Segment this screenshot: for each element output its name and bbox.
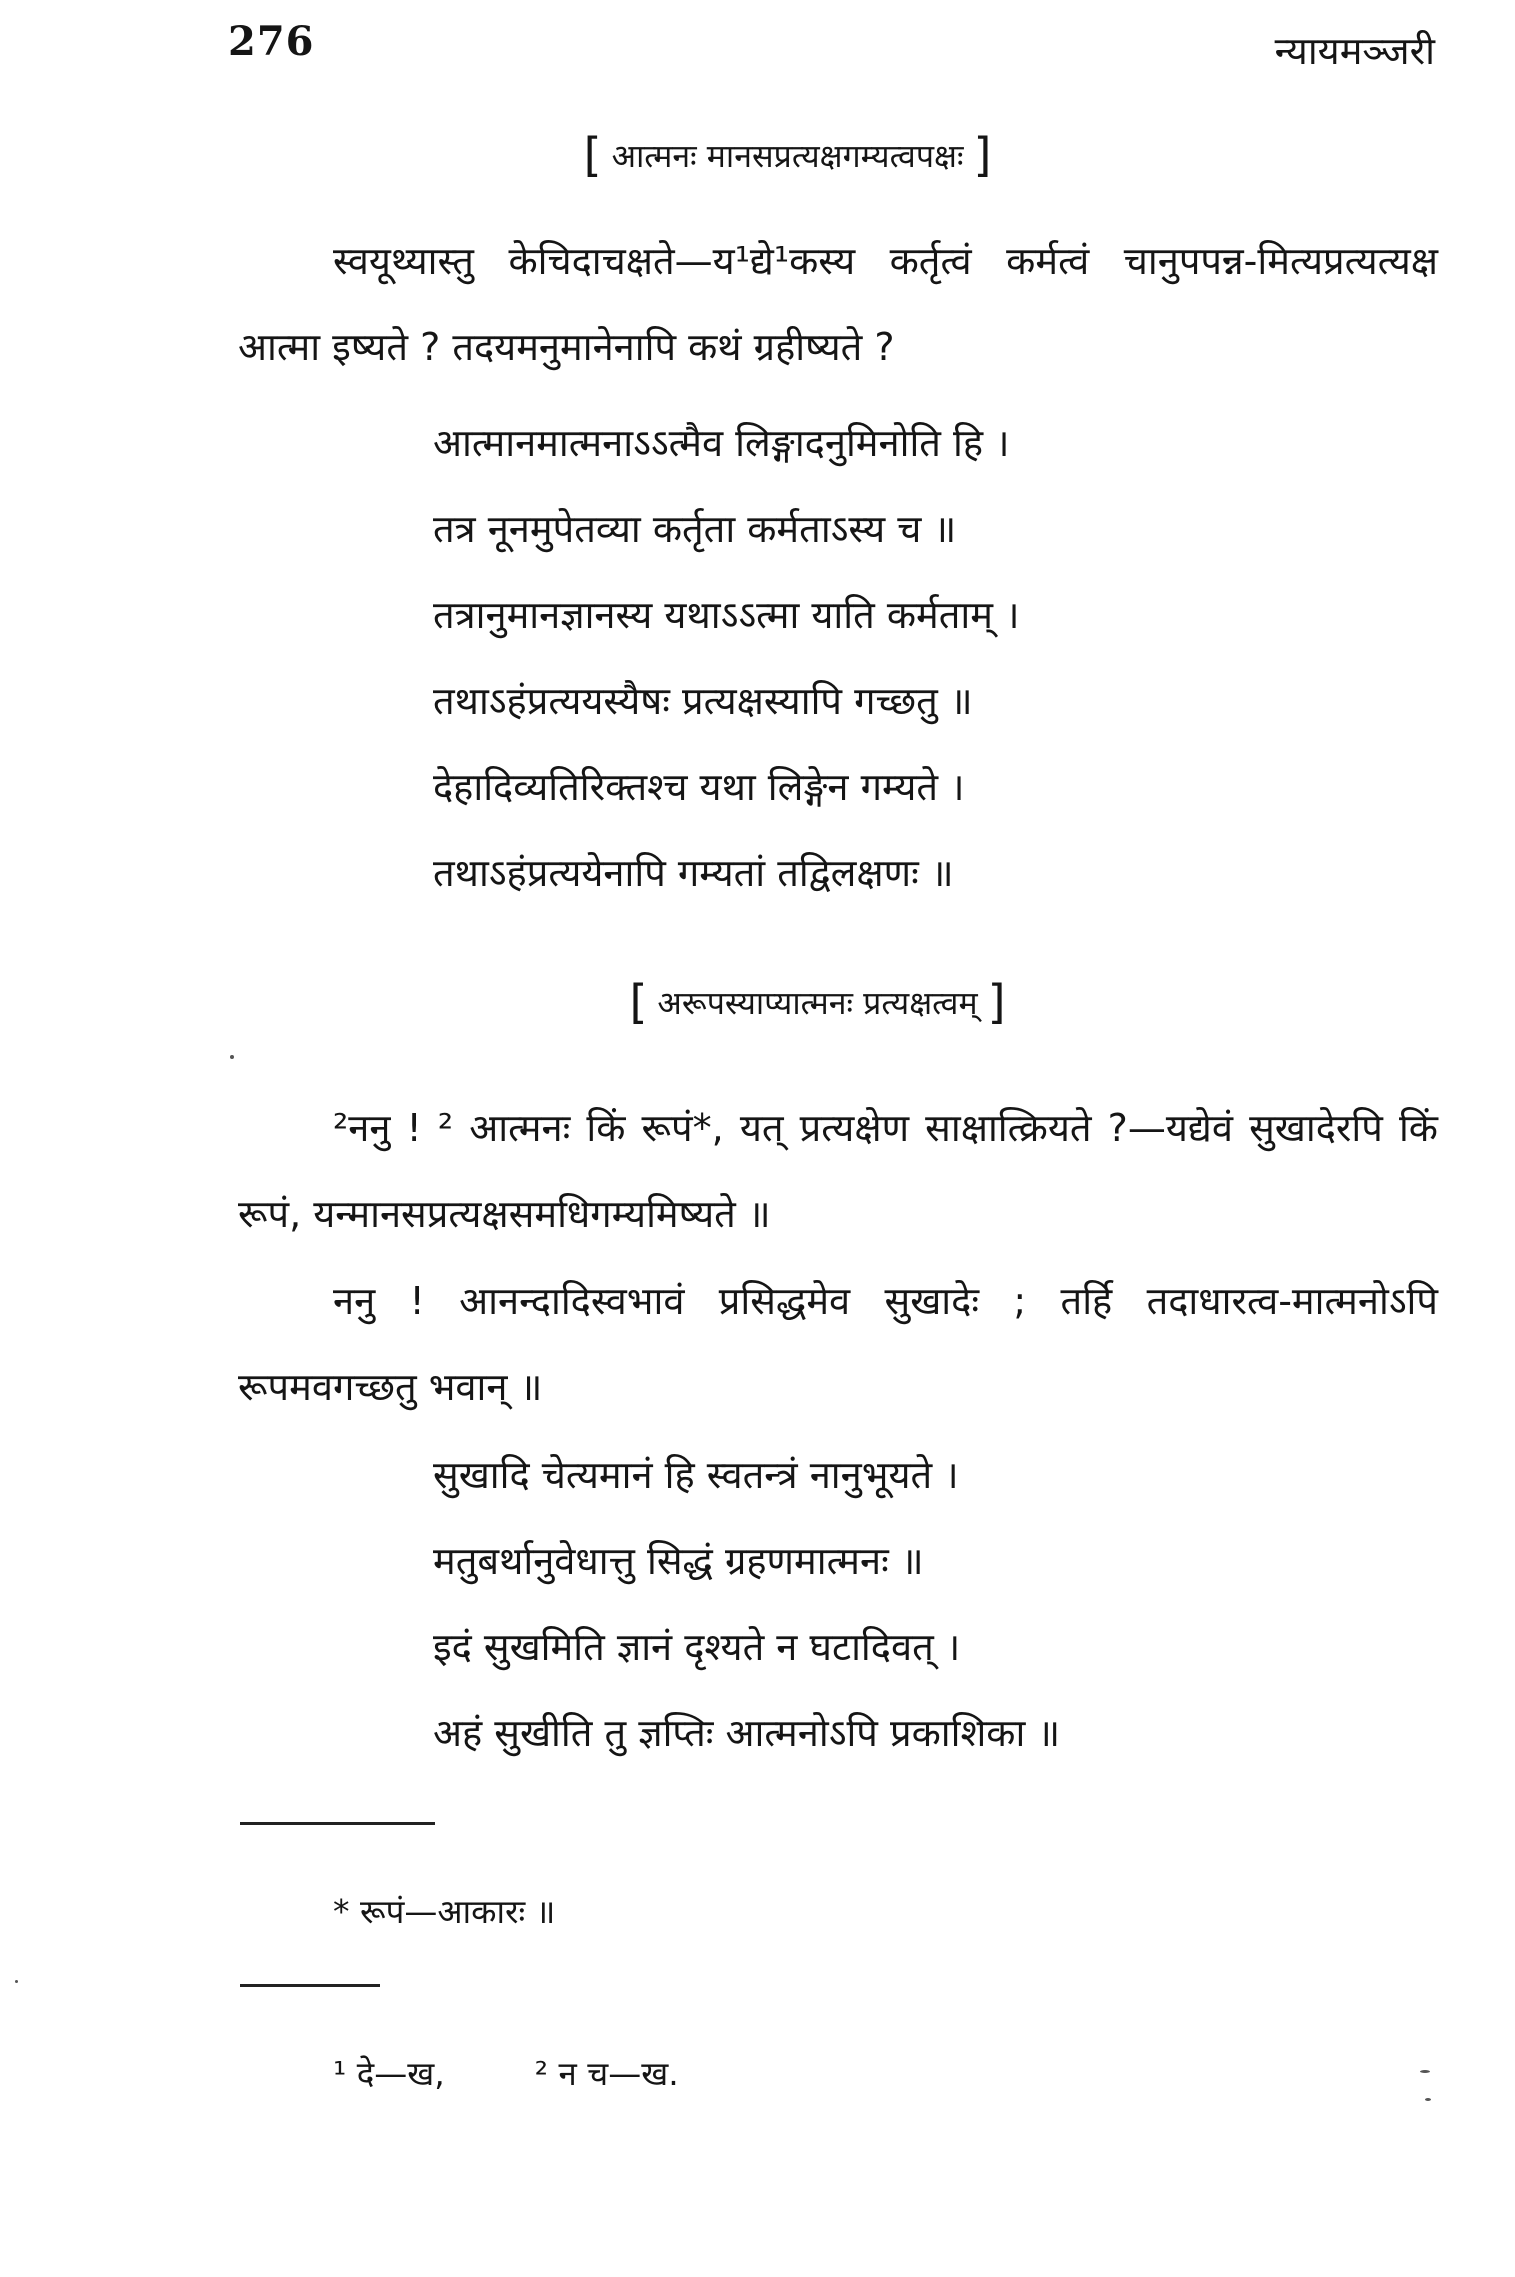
- verse-line: इदं सुखमिति ज्ञानं दृश्यते न घटादिवत् ।: [433, 1625, 961, 1669]
- verse: [433, 400, 1010, 572]
- scan-speck: [15, 1980, 18, 1983]
- verse: [433, 1432, 959, 1604]
- section-heading-2: [0, 975, 1515, 1029]
- verse-line: तथाऽहंप्रत्ययस्यैषः प्रत्यक्षस्यापि गच्छतु ॥: [433, 679, 973, 723]
- verse-line: आत्मानमात्मनाऽऽत्मैव लिङ्गादनुमिनोति हि ।: [433, 421, 1010, 465]
- variant-reading: ² न च—ख.: [534, 2054, 679, 2093]
- footnote-rule: [240, 1822, 435, 1825]
- paragraph: ननु ! आनन्दादिस्वभावं प्रसिद्धमेव सुखादेः ; तर्हि तदाधारत्व-मात्मनोऽपि रूपमवगच्छतु भवान् ॥: [238, 1279, 1438, 1409]
- section-heading-text: अरूपस्याप्यात्मनः प्रत्यक्षत्वम्: [657, 984, 978, 1022]
- close-bracket: ]: [987, 975, 1006, 1029]
- verse: [433, 1604, 1060, 1776]
- verse-line: अहं सुखीति तु ज्ञप्तिः आत्मनोऽपि प्रकाशिका ॥: [433, 1711, 1061, 1755]
- section-heading-1: [0, 128, 1515, 182]
- paragraph: स्वयूथ्यास्तु केचिदाचक्षते—य¹द्ये¹कस्य कर्तृत्वं कर्मत्वं चानुपपन्न-मित्यप्रत्यत्यक्ष आत्मा इष्यते ? तदयमनुमानेनापि कथं ग्रहीष्यते ?: [238, 239, 1438, 369]
- scan-speck: [230, 1055, 234, 1059]
- verse-line: देहादिव्यतिरिक्तश्च यथा लिङ्गेन गम्यते ।: [433, 765, 965, 809]
- variant-readings: [333, 2050, 679, 2095]
- verse-line: मतुबर्थानुवेधात्तु सिद्धं ग्रहणमात्मनः ॥: [433, 1539, 924, 1583]
- page-number: 276: [228, 18, 315, 65]
- open-bracket: [: [629, 975, 648, 1029]
- running-head: न्यायमञ्जरी: [1274, 29, 1435, 73]
- verse: [433, 744, 965, 916]
- verse: [433, 572, 1019, 744]
- section-heading-text: आत्मनः मानसप्रत्यक्षगम्यत्वपक्षः: [611, 137, 964, 175]
- verse-line: तत्र नूनमुपेतव्या कर्तृता कर्मताऽस्य च ॥: [433, 507, 957, 551]
- footnote-star: * रूपं—आकारः ॥: [333, 1892, 556, 1931]
- scan-speck: [1425, 2098, 1431, 2101]
- paragraph: ²ननु ! ² आत्मनः किं रूपं*, यत् प्रत्यक्षेण साक्षात्क्रियते ?—यद्येवं सुखादेरपि किं रूपं, यन्मानसप्रत्यक्षसमधिगम्यमिष्यते ॥: [238, 1106, 1438, 1236]
- scan-speck: [1420, 2070, 1430, 2073]
- verse-line: सुखादि चेत्यमानं हि स्वतन्त्रं नानुभूयते ।: [433, 1453, 959, 1497]
- variant-reading: ¹ दे—ख,: [333, 2054, 445, 2093]
- variant-rule: [240, 1984, 380, 1987]
- close-bracket: ]: [973, 128, 992, 182]
- open-bracket: [: [583, 128, 602, 182]
- verse-line: तथाऽहंप्रत्ययेनापि गम्यतां तद्विलक्षणः ॥: [433, 851, 954, 895]
- verse-line: तत्रानुमानज्ञानस्य यथाऽऽत्मा याति कर्मताम् ।: [433, 593, 1020, 637]
